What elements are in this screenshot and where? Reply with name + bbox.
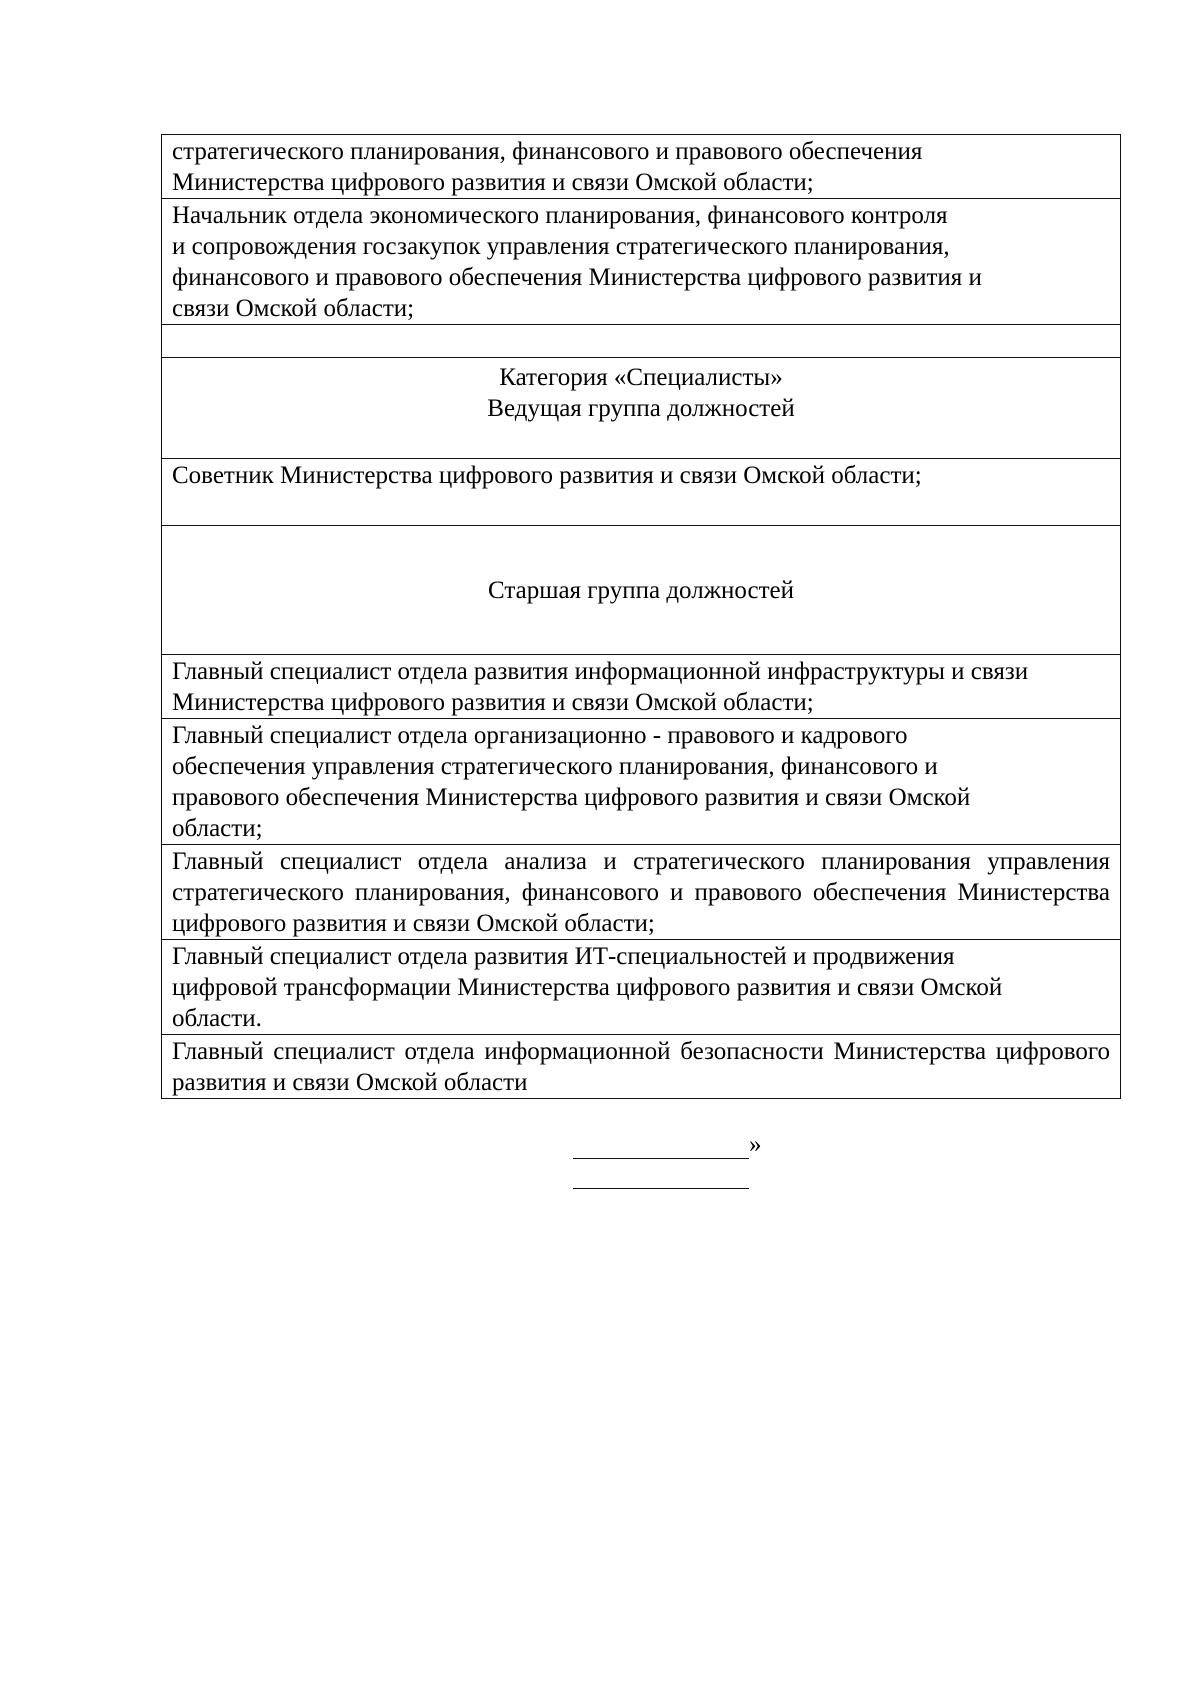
table-row (162, 1035, 1121, 1099)
position-cell (162, 940, 1121, 1035)
position-cell: Главный специалист отдела информационной безопасности Министерства цифрового развития и связи Омской области (162, 1035, 1121, 1099)
closing-quote-mark: » (749, 1131, 762, 1158)
table-row (162, 719, 1121, 845)
table-row (162, 199, 1121, 325)
table-row (162, 940, 1121, 1035)
text-line: связи Омской области; (172, 295, 415, 322)
text-line: Главный специалист отдела организационно - правового и кадрового (172, 722, 908, 749)
text-line: правового обеспечения Министерства цифрового развития и связи Омской (172, 784, 971, 811)
text-line: Министерства цифрового развития и связи Омской области; (172, 689, 814, 716)
underline-rule (573, 1188, 749, 1189)
text-line: области. (172, 1005, 262, 1032)
table-row (162, 135, 1121, 199)
positions-table (161, 134, 1121, 1099)
table-row (162, 655, 1121, 719)
position-cell (162, 655, 1121, 719)
text-line: финансового и правового обеспечения Министерства цифрового развития и (172, 264, 982, 291)
table-row-category (162, 358, 1121, 459)
text-line: цифровой трансформации Министерства цифрового развития и связи Омской (172, 974, 1003, 1001)
position-cell: Советник Министерства цифрового развития и связи Омской области; (162, 459, 1121, 526)
closing-signature-lines (573, 1130, 773, 1210)
underline-rule (573, 1158, 749, 1159)
table-row-empty (162, 325, 1121, 358)
group-heading-cell: Старшая группа должностей (162, 526, 1121, 655)
text-line: обеспечения управления стратегического планирования, финансового и (172, 753, 938, 780)
empty-cell (162, 325, 1121, 358)
text-line: области; (172, 815, 263, 842)
position-cell (162, 135, 1121, 199)
category-title: Категория «Специалисты» (499, 364, 783, 391)
text-line: Министерства цифрового развития и связи Омской области; (172, 169, 814, 196)
group-title: Ведущая группа должностей (487, 395, 795, 422)
position-cell (162, 719, 1121, 845)
text-line: стратегического планирования, финансового и правового обеспечения (172, 138, 923, 165)
text-line: Начальник отдела экономического планирования, финансового контроля (172, 202, 948, 229)
text-line: Главный специалист отдела развития информационной инфраструктуры и связи (172, 658, 1029, 685)
table-row-group (162, 526, 1121, 655)
table-row (162, 459, 1121, 526)
position-cell: Главный специалист отдела анализа и стратегического планирования управления стратегического планирования, финансового и правового обеспечения Министерства цифрового развития и связи Омской области; (162, 845, 1121, 940)
category-heading-cell (162, 358, 1121, 459)
position-cell (162, 199, 1121, 325)
table-row (162, 845, 1121, 940)
text-line: и сопровождения госзакупок управления стратегического планирования, (172, 233, 950, 260)
text-line: Главный специалист отдела развития ИТ-специальностей и продвижения (172, 943, 955, 970)
